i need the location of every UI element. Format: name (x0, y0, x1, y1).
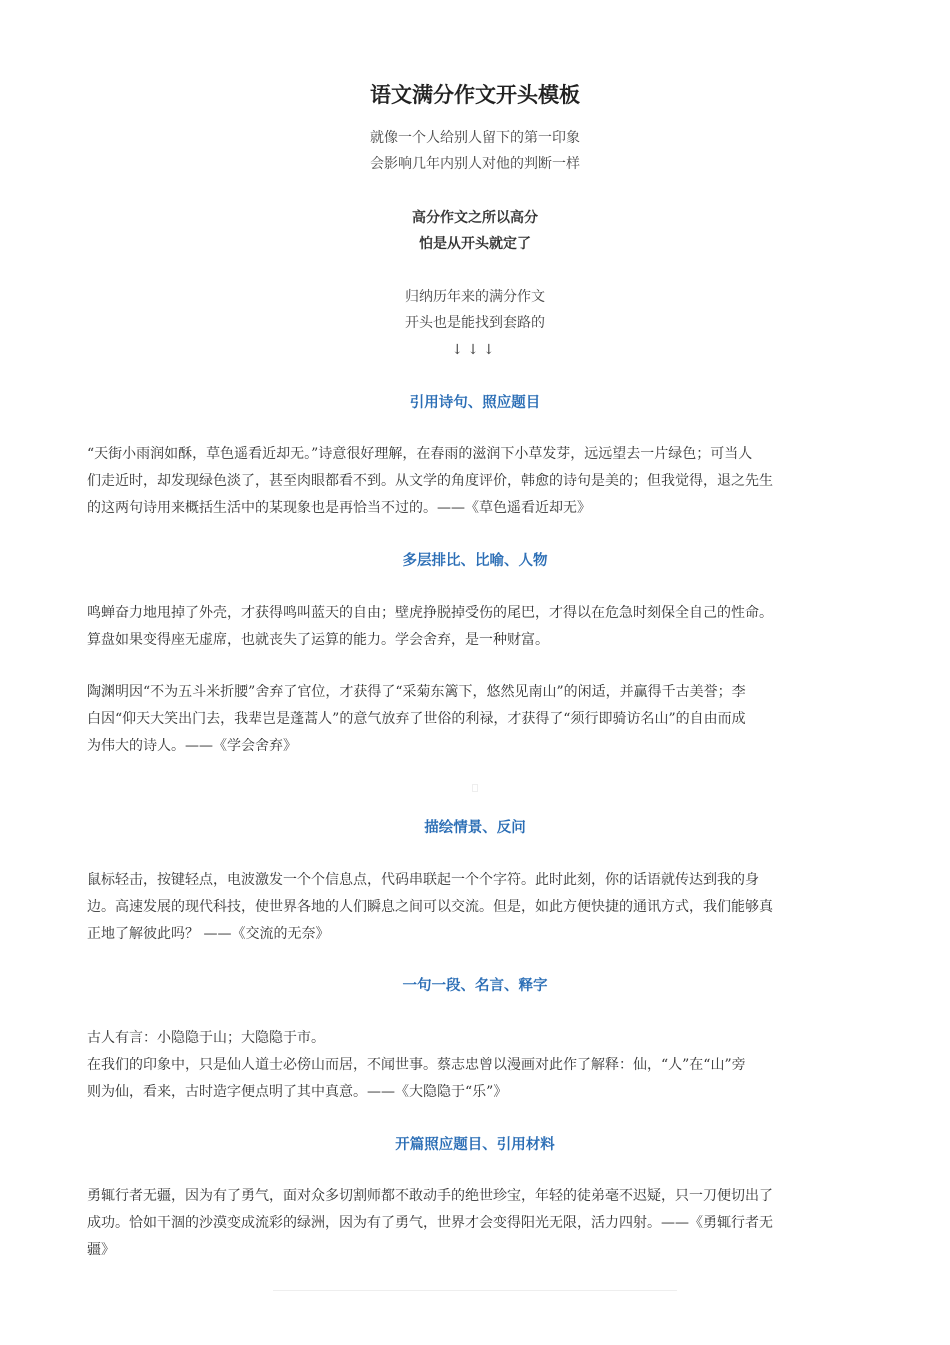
intro-line-1: 就像一个人给别人留下的第一印象 (370, 130, 580, 146)
section-heading-opening-material: 开篇照应题目、引用材料 (395, 1137, 555, 1153)
section-paragraph (87, 441, 854, 522)
paragraph-line: “天街小雨润如酥，草色遥看近却无。”诗意很好理解，在春雨的滋润下小草发芽，远远望去一片绿色；可当人 (87, 446, 753, 462)
paragraph-line: 正地了解彼此吗？ ——《交流的无奈》 (87, 926, 330, 942)
paragraph-line: 鼠标轻击，按键轻点，电波激发一个个信息点，代码串联起一个个字符。此时此刻，你的话语就传达到我的身 (87, 872, 759, 888)
section-heading-one-sentence: 一句一段、名言、释字 (402, 978, 548, 994)
paragraph-line: 们走近时，却发现绿色淡了，甚至肉眼都看不到。从文学的角度评价，韩愈的诗句是美的；但我觉得，退之先生 (87, 473, 773, 489)
paragraph-line: 疆》 (87, 1242, 115, 1258)
paragraph-line: 白因“仰天大笑出门去，我辈岂是蓬蒿人”的意气放弃了世俗的利禄，才获得了“须行即骑访名山”的自由而成 (87, 711, 746, 727)
paragraph-line: 为伟大的诗人。——《学会舍弃》 (87, 738, 297, 754)
section-heading-parallelism: 多层排比、比喻、人物 (402, 553, 548, 569)
paragraph-line: 在我们的印象中，只是仙人道士必傍山而居，不闻世事。蔡志忠曾以漫画对此作了解释：仙，“人”在“山”旁 (87, 1057, 746, 1073)
paragraph-line: 成功。恰如干涸的沙漠变成流彩的绿洲，因为有了勇气，世界才会变得阳光无限，活力四射。——《勇辄行者无 (87, 1215, 773, 1231)
paragraph-line: 陶渊明因“不为五斗米折腰”舍弃了官位，才获得了“采菊东篱下，悠然见南山”的闲适，并赢得千古美誉；李 (87, 684, 746, 700)
section-paragraph (87, 679, 854, 760)
document-title: 语文满分作文开头模板 (370, 83, 580, 107)
page-break-marker (472, 784, 478, 792)
section-heading-quote-poem: 引用诗句、照应题目 (409, 395, 541, 411)
section-paragraph (87, 1025, 854, 1106)
paragraph-line: 的这两句诗用来概括生活中的某现象也是再恰当不过的。——《草色遥看近却无》 (87, 500, 591, 516)
down-arrows-icon: ↓↓↓ (451, 342, 499, 358)
intro-line-2: 会影响几年内别人对他的判断一样 (370, 156, 580, 172)
section-paragraph (87, 867, 854, 948)
paragraph-line: 古人有言：小隐隐于山；大隐隐于市。 (87, 1030, 325, 1046)
paragraph-line: 算盘如果变得座无虚席，也就丧失了运算的能力。学会舍弃，是一种财富。 (87, 632, 549, 648)
paragraph-line: 鸣蝉奋力地甩掉了外壳，才获得鸣叫蓝天的自由；壁虎挣脱掉受伤的尾巴，才得以在危急时刻保全自己的性命。 (87, 605, 773, 621)
section-paragraph (87, 1183, 854, 1264)
bottom-divider (273, 1290, 677, 1291)
highlight-line-2: 怕是从开头就定了 (419, 236, 531, 252)
section-paragraph (87, 600, 854, 654)
paragraph-line: 边。高速发展的现代科技，使世界各地的人们瞬息之间可以交流。但是，如此方便快捷的通讯方式，我们能够真 (87, 899, 773, 915)
summary-line-2: 开头也是能找到套路的 (405, 315, 545, 331)
summary-line-1: 归纳历年来的满分作文 (405, 289, 545, 305)
highlight-line-1: 高分作文之所以高分 (412, 210, 538, 226)
paragraph-line: 勇辄行者无疆，因为有了勇气，面对众多切割师都不敢动手的绝世珍宝，年轻的徒弟毫不迟疑，只一刀便切出了 (87, 1188, 773, 1204)
paragraph-line: 则为仙，看来，古时造字便点明了其中真意。——《大隐隐于“乐”》 (87, 1084, 508, 1100)
section-heading-scene-question: 描绘情景、反问 (424, 820, 526, 836)
